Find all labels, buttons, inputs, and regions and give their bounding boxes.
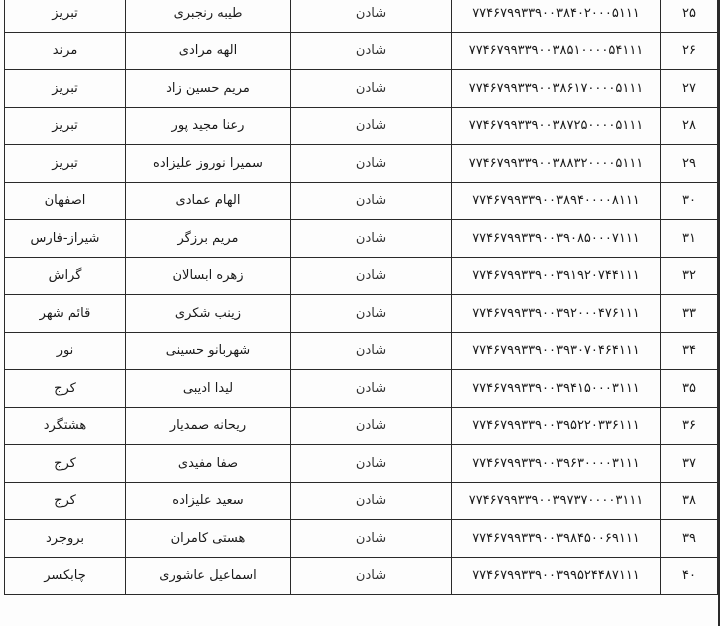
account-code: ۷۷۴۶۷۹۹۳۳۹۰۰۳۹۵۲۲۰۳۳۶۱۱۱ (452, 407, 661, 445)
row-number: ۳۱ (661, 220, 718, 258)
person-name: رعنا مجید پور (126, 107, 291, 145)
row-number: ۲۷ (661, 70, 718, 108)
account-code: ۷۷۴۶۷۹۹۳۳۹۰۰۳۹۸۴۵۰۰۶۹۱۱۱ (452, 520, 661, 558)
person-name: سعید علیزاده (126, 482, 291, 520)
city-name: کرج (5, 445, 126, 483)
city-name: گراش (5, 257, 126, 295)
row-number: ۳۸ (661, 482, 718, 520)
city-name: تبریز (5, 145, 126, 183)
table-row (5, 32, 718, 70)
account-code: ۷۷۴۶۷۹۹۳۳۹۰۰۳۸۴۰۲۰۰۰۵۱۱۱ (452, 0, 661, 32)
city-name: تبریز (5, 0, 126, 32)
row-number: ۴۰ (661, 557, 718, 595)
table-row (5, 257, 718, 295)
person-name: لیدا ادیبی (126, 370, 291, 408)
city-name: کرج (5, 482, 126, 520)
city-name: مرند (5, 32, 126, 70)
plan-name: شادن (291, 407, 452, 445)
row-number: ۳۹ (661, 520, 718, 558)
plan-name: شادن (291, 182, 452, 220)
plan-name: شادن (291, 557, 452, 595)
plan-name: شادن (291, 0, 452, 32)
row-number: ۲۶ (661, 32, 718, 70)
account-code: ۷۷۴۶۷۹۹۳۳۹۰۰۳۹۰۸۵۰۰۰۷۱۱۱ (452, 220, 661, 258)
table-row (5, 520, 718, 558)
table-row (5, 0, 718, 32)
plan-name: شادن (291, 107, 452, 145)
row-number: ۳۶ (661, 407, 718, 445)
account-code: ۷۷۴۶۷۹۹۳۳۹۰۰۳۹۳۰۷۰۴۶۴۱۱۱ (452, 332, 661, 370)
plan-name: شادن (291, 257, 452, 295)
account-code: ۷۷۴۶۷۹۹۳۳۹۰۰۳۹۴۱۵۰۰۰۳۱۱۱ (452, 370, 661, 408)
table-row (5, 482, 718, 520)
row-number: ۳۴ (661, 332, 718, 370)
account-code: ۷۷۴۶۷۹۹۳۳۹۰۰۳۸۶۱۷۰۰۰۰۵۱۱۱ (452, 70, 661, 108)
roster-body (5, 0, 718, 595)
roster-table (4, 0, 718, 595)
table-row (5, 70, 718, 108)
person-name: صفا مفیدی (126, 445, 291, 483)
account-code: ۷۷۴۶۷۹۹۳۳۹۰۰۳۸۷۲۵۰۰۰۰۵۱۱۱ (452, 107, 661, 145)
table-row (5, 145, 718, 183)
person-name: زینب شکری (126, 295, 291, 333)
plan-name: شادن (291, 482, 452, 520)
person-name: مریم حسین زاد (126, 70, 291, 108)
plan-name: شادن (291, 295, 452, 333)
row-number: ۲۸ (661, 107, 718, 145)
person-name: طیبه رنجبری (126, 0, 291, 32)
city-name: اصفهان (5, 182, 126, 220)
account-code: ۷۷۴۶۷۹۹۳۳۹۰۰۳۸۵۱۰۰۰۰۵۴۱۱۱ (452, 32, 661, 70)
row-number: ۳۲ (661, 257, 718, 295)
table-row (5, 407, 718, 445)
row-number: ۲۹ (661, 145, 718, 183)
person-name: ریحانه صمدیار (126, 407, 291, 445)
row-number: ۳۳ (661, 295, 718, 333)
table-row (5, 220, 718, 258)
city-name: هشتگرد (5, 407, 126, 445)
person-name: زهره ابسالان (126, 257, 291, 295)
row-number: ۳۷ (661, 445, 718, 483)
account-code: ۷۷۴۶۷۹۹۳۳۹۰۰۳۸۹۴۰۰۰۰۸۱۱۱ (452, 182, 661, 220)
plan-name: شادن (291, 370, 452, 408)
table-row (5, 182, 718, 220)
city-name: شیراز-فارس (5, 220, 126, 258)
city-name: نور (5, 332, 126, 370)
plan-name: شادن (291, 520, 452, 558)
city-name: تبریز (5, 70, 126, 108)
plan-name: شادن (291, 445, 452, 483)
person-name: الهام عمادی (126, 182, 291, 220)
row-number: ۲۵ (661, 0, 718, 32)
table-row (5, 295, 718, 333)
person-name: اسماعیل عاشوری (126, 557, 291, 595)
city-name: چابکسر (5, 557, 126, 595)
table-row (5, 557, 718, 595)
city-name: کرج (5, 370, 126, 408)
account-code: ۷۷۴۶۷۹۹۳۳۹۰۰۳۹۱۹۲۰۷۴۴۱۱۱ (452, 257, 661, 295)
table-row (5, 332, 718, 370)
person-name: مریم برزگر (126, 220, 291, 258)
table-row (5, 370, 718, 408)
city-name: تبریز (5, 107, 126, 145)
person-name: الهه مرادی (126, 32, 291, 70)
plan-name: شادن (291, 145, 452, 183)
account-code: ۷۷۴۶۷۹۹۳۳۹۰۰۳۹۷۳۷۰۰۰۰۳۱۱۱ (452, 482, 661, 520)
person-name: سمیرا نوروز علیزاده (126, 145, 291, 183)
plan-name: شادن (291, 32, 452, 70)
account-code: ۷۷۴۶۷۹۹۳۳۹۰۰۳۹۹۵۲۴۴۸۷۱۱۱ (452, 557, 661, 595)
account-code: ۷۷۴۶۷۹۹۳۳۹۰۰۳۹۲۰۰۰۴۷۶۱۱۱ (452, 295, 661, 333)
plan-name: شادن (291, 70, 452, 108)
person-name: هستی کامران (126, 520, 291, 558)
city-name: بروجرد (5, 520, 126, 558)
plan-name: شادن (291, 220, 452, 258)
account-code: ۷۷۴۶۷۹۹۳۳۹۰۰۳۹۶۳۰۰۰۰۳۱۱۱ (452, 445, 661, 483)
row-number: ۳۵ (661, 370, 718, 408)
person-name: شهربانو حسینی (126, 332, 291, 370)
city-name: قائم شهر (5, 295, 126, 333)
account-code: ۷۷۴۶۷۹۹۳۳۹۰۰۳۸۸۳۲۰۰۰۰۵۱۱۱ (452, 145, 661, 183)
row-number: ۳۰ (661, 182, 718, 220)
plan-name: شادن (291, 332, 452, 370)
table-row (5, 107, 718, 145)
table-row (5, 445, 718, 483)
